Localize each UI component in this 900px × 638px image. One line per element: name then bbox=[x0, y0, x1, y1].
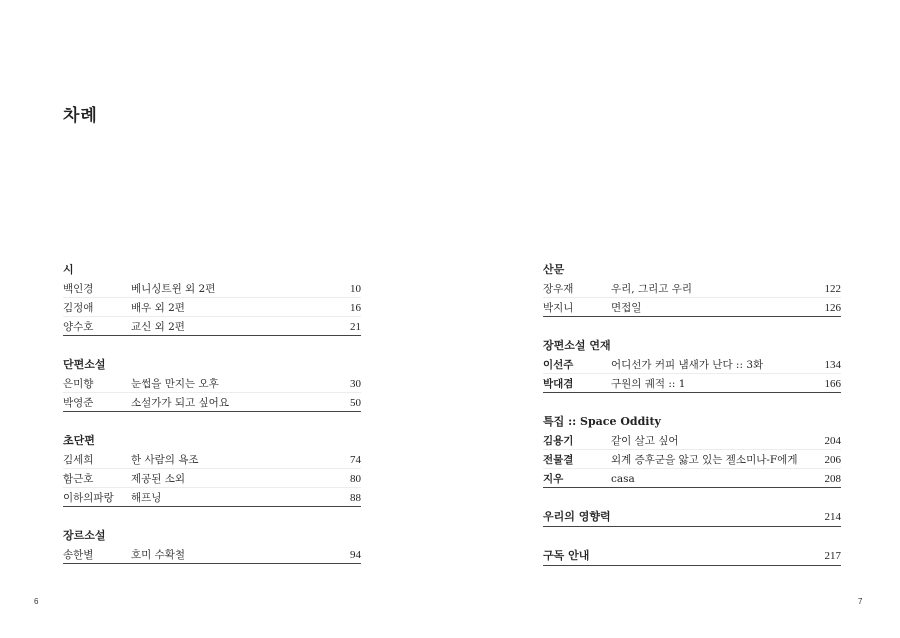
page-number-left: 6 bbox=[34, 597, 39, 606]
entry-title: 베니싱트윈 외 2편 bbox=[131, 283, 216, 295]
entry-author: 전물결 bbox=[543, 454, 574, 466]
entry-author: 이선주 bbox=[543, 359, 574, 371]
entry-title: 외계 증후군을 앓고 있는 젤소미나-F에게 bbox=[611, 454, 798, 466]
entry-page-number: 50 bbox=[350, 397, 361, 409]
entry-page-number: 166 bbox=[824, 378, 841, 390]
entry-title: 배우 외 2편 bbox=[131, 302, 185, 314]
toc-entry[interactable] bbox=[63, 317, 361, 336]
toc-section bbox=[543, 413, 841, 488]
entry-author: 이하의파랑 bbox=[63, 492, 114, 504]
toc-entry[interactable] bbox=[543, 279, 841, 298]
entry-title: 제공된 소외 bbox=[131, 473, 186, 485]
section-heading bbox=[543, 547, 841, 566]
section-page-number: 217 bbox=[824, 550, 841, 562]
entry-author: 함근호 bbox=[63, 473, 94, 485]
entry-author: 박지니 bbox=[543, 302, 574, 314]
entry-author: 은미향 bbox=[63, 378, 94, 390]
toc-entry[interactable] bbox=[63, 488, 361, 507]
toc-entry[interactable] bbox=[63, 298, 361, 317]
section-heading bbox=[63, 356, 361, 374]
entry-page-number: 10 bbox=[350, 283, 361, 295]
entry-author: 김정애 bbox=[63, 302, 94, 314]
entry-page-number: 134 bbox=[824, 359, 841, 371]
section-heading-label: 초단편 bbox=[63, 434, 95, 447]
entry-author: 송한별 bbox=[63, 549, 94, 561]
toc-section bbox=[543, 508, 841, 527]
entry-title: 구원의 궤적 :: 1 bbox=[611, 378, 686, 390]
section-heading-label: 시 bbox=[63, 263, 74, 276]
entry-title: 눈썹을 만지는 오후 bbox=[131, 378, 219, 390]
entry-page-number: 16 bbox=[350, 302, 361, 314]
page-number-right: 7 bbox=[858, 597, 863, 606]
section-heading bbox=[543, 261, 841, 279]
toc-section bbox=[543, 261, 841, 317]
toc-entry[interactable] bbox=[63, 545, 361, 564]
toc-entry[interactable] bbox=[543, 431, 841, 450]
toc-entry[interactable] bbox=[543, 298, 841, 317]
entry-author: 양수호 bbox=[63, 321, 94, 333]
entry-page-number: 74 bbox=[350, 454, 361, 466]
entry-page-number: 122 bbox=[824, 283, 841, 295]
entry-title: 면접일 bbox=[611, 302, 642, 314]
section-heading bbox=[63, 432, 361, 450]
section-heading bbox=[63, 261, 361, 279]
section-heading bbox=[63, 527, 361, 545]
entry-author: 김세희 bbox=[63, 454, 94, 466]
entry-page-number: 94 bbox=[350, 549, 361, 561]
section-heading bbox=[543, 413, 841, 431]
toc-section bbox=[63, 527, 361, 564]
toc-entry[interactable] bbox=[63, 393, 361, 412]
section-heading-label: 산문 bbox=[543, 263, 565, 276]
toc-section bbox=[543, 547, 841, 566]
entry-title: 소설가가 되고 싶어요 bbox=[131, 397, 229, 409]
toc-section bbox=[63, 432, 361, 507]
toc-section bbox=[63, 356, 361, 412]
entry-page-number: 80 bbox=[350, 473, 361, 485]
section-heading-label: 장편소설 연재 bbox=[543, 339, 611, 352]
toc-section bbox=[543, 337, 841, 393]
entry-author: 박영준 bbox=[63, 397, 94, 409]
entry-title: 교신 외 2편 bbox=[131, 321, 185, 333]
entry-title: 같이 살고 싶어 bbox=[611, 435, 679, 447]
toc-right-column bbox=[543, 261, 841, 586]
entry-page-number: 206 bbox=[824, 454, 841, 466]
toc-entry[interactable] bbox=[63, 469, 361, 488]
toc-left-column bbox=[63, 261, 361, 584]
entry-author: 박대겸 bbox=[543, 378, 574, 390]
section-heading-label: 구독 안내 bbox=[543, 549, 590, 562]
section-heading bbox=[543, 337, 841, 355]
entry-author: 지우 bbox=[543, 473, 564, 485]
entry-title: 한 사람의 욕조 bbox=[131, 454, 199, 466]
toc-entry[interactable] bbox=[63, 279, 361, 298]
section-heading bbox=[543, 508, 841, 527]
entry-page-number: 208 bbox=[824, 473, 841, 485]
section-page-number: 214 bbox=[824, 511, 841, 523]
entry-page-number: 30 bbox=[350, 378, 361, 390]
page-title: 차례 bbox=[63, 106, 98, 126]
entry-title: 우리, 그리고 우리 bbox=[611, 283, 693, 295]
entry-page-number: 21 bbox=[350, 321, 361, 333]
toc-entry[interactable] bbox=[543, 450, 841, 469]
entry-author: 백인경 bbox=[63, 283, 94, 295]
section-heading-label: 특집 :: Space Oddity bbox=[543, 415, 661, 428]
entry-title: 해프닝 bbox=[131, 492, 162, 504]
toc-entry[interactable] bbox=[63, 450, 361, 469]
entry-title: 어디선가 커피 냄새가 난다 :: 3화 bbox=[611, 359, 764, 371]
entry-title: casa bbox=[611, 473, 635, 485]
section-heading-label: 단편소설 bbox=[63, 358, 106, 371]
toc-section bbox=[63, 261, 361, 336]
toc-entry[interactable] bbox=[543, 355, 841, 374]
toc-entry[interactable] bbox=[543, 374, 841, 393]
entry-page-number: 126 bbox=[824, 302, 841, 314]
entry-page-number: 204 bbox=[824, 435, 841, 447]
toc-entry[interactable] bbox=[543, 469, 841, 488]
toc-entry[interactable] bbox=[63, 374, 361, 393]
entry-title: 호미 수확철 bbox=[131, 549, 186, 561]
entry-author: 김용기 bbox=[543, 435, 574, 447]
section-heading-label: 우리의 영향력 bbox=[543, 510, 611, 523]
section-heading-label: 장르소설 bbox=[63, 529, 106, 542]
entry-page-number: 88 bbox=[350, 492, 361, 504]
entry-author: 장우재 bbox=[543, 283, 574, 295]
